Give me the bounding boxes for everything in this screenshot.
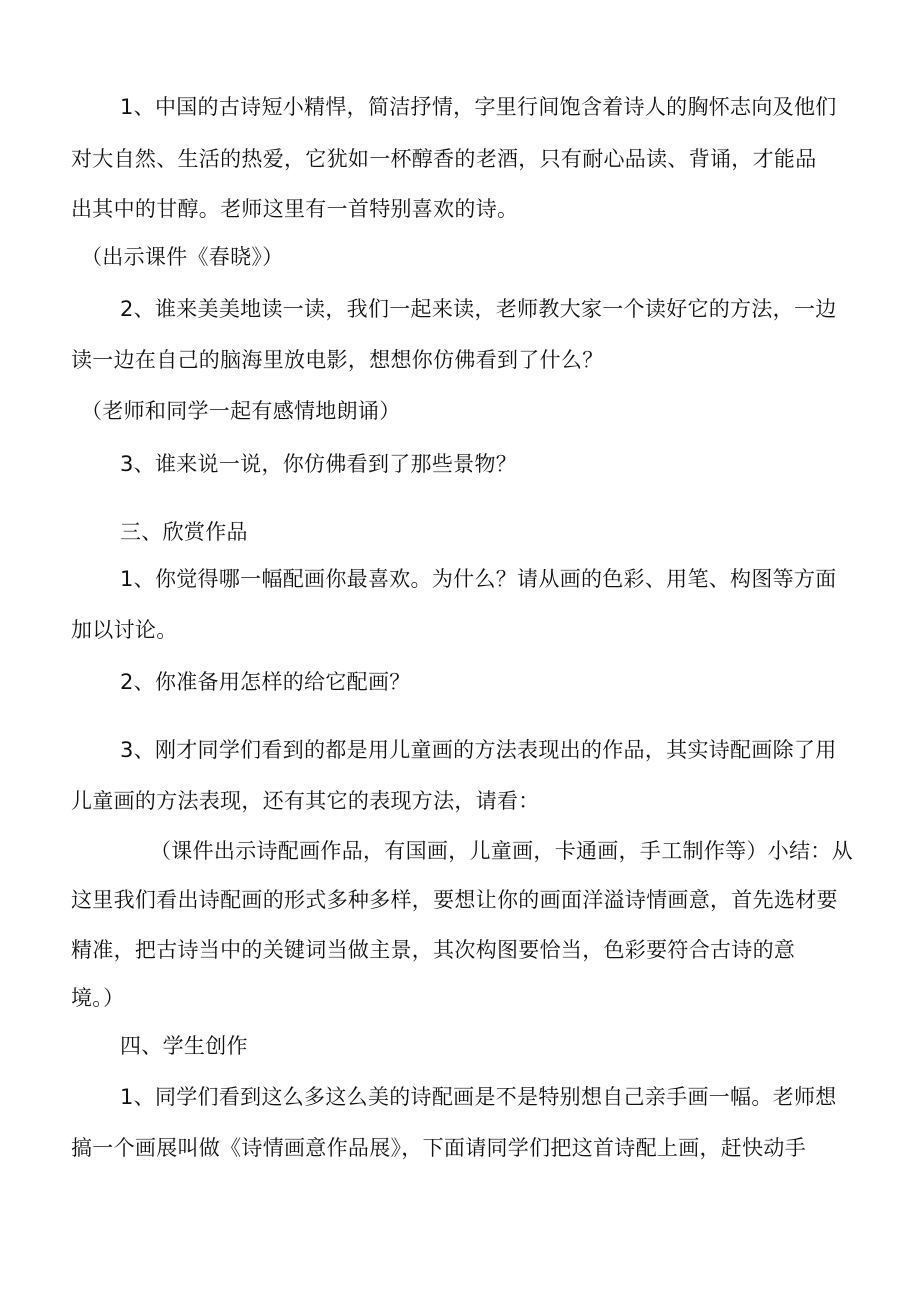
- text-line: 这里我们看出诗配画的形式多种多样，要想让你的画面洋溢诗情画意，首先选材要: [71, 888, 838, 912]
- text-line: 2、你准备用怎样的给它配画？: [120, 670, 411, 694]
- text-line: 加以讨论。: [71, 618, 178, 642]
- text-line: 精准，把古诗当中的关键词当做主景，其次构图要恰当，色彩要符合古诗的意: [71, 938, 796, 962]
- text-line: 搞一个画展叫做《诗情画意作品展》，下面请同学们把这首诗配上画，赶快动手: [71, 1136, 806, 1160]
- text-line: 1、中国的古诗短小精悍，简洁抒情，字里行间饱含着诗人的胸怀志向及他们: [120, 95, 837, 119]
- text-line: （课件出示诗配画作品，有国画，儿童画，卡通画，手工制作等）小结：从: [150, 839, 853, 863]
- text-line: 3、谁来说一说，你仿佛看到了那些景物？: [120, 452, 518, 476]
- section-heading: 三、欣赏作品: [120, 520, 248, 544]
- text-line: 1、同学们看到这么多这么美的诗配画是不是特别想自己亲手画一幅。老师想: [120, 1085, 837, 1109]
- text-line: （出示课件《春晓》）: [81, 245, 284, 269]
- text-line: 境。）: [71, 986, 125, 1010]
- text-line: 出其中的甘醇。老师这里有一首特别喜欢的诗。: [71, 197, 519, 221]
- text-line: 1、你觉得哪一幅配画你最喜欢。为什么？请从画的色彩、用笔、构图等方面: [120, 567, 837, 591]
- text-line: 对大自然、生活的热爱，它犹如一杯醇香的老酒，只有耐心品读、背诵，才能品: [71, 147, 817, 171]
- text-line: 3、刚才同学们看到的都是用儿童画的方法表现出的作品，其实诗配画除了用: [120, 738, 837, 762]
- text-line: 儿童画的方法表现，还有其它的表现方法，请看：: [71, 789, 540, 813]
- text-line: （老师和同学一起有感情地朗诵）: [81, 399, 401, 423]
- text-line: 2、谁来美美地读一读，我们一起来读，老师教大家一个读好它的方法，一边: [120, 297, 837, 321]
- text-line: 读一边在自己的脑海里放电影，想想你仿佛看到了什么？: [71, 348, 604, 372]
- section-heading: 四、学生创作: [120, 1034, 248, 1058]
